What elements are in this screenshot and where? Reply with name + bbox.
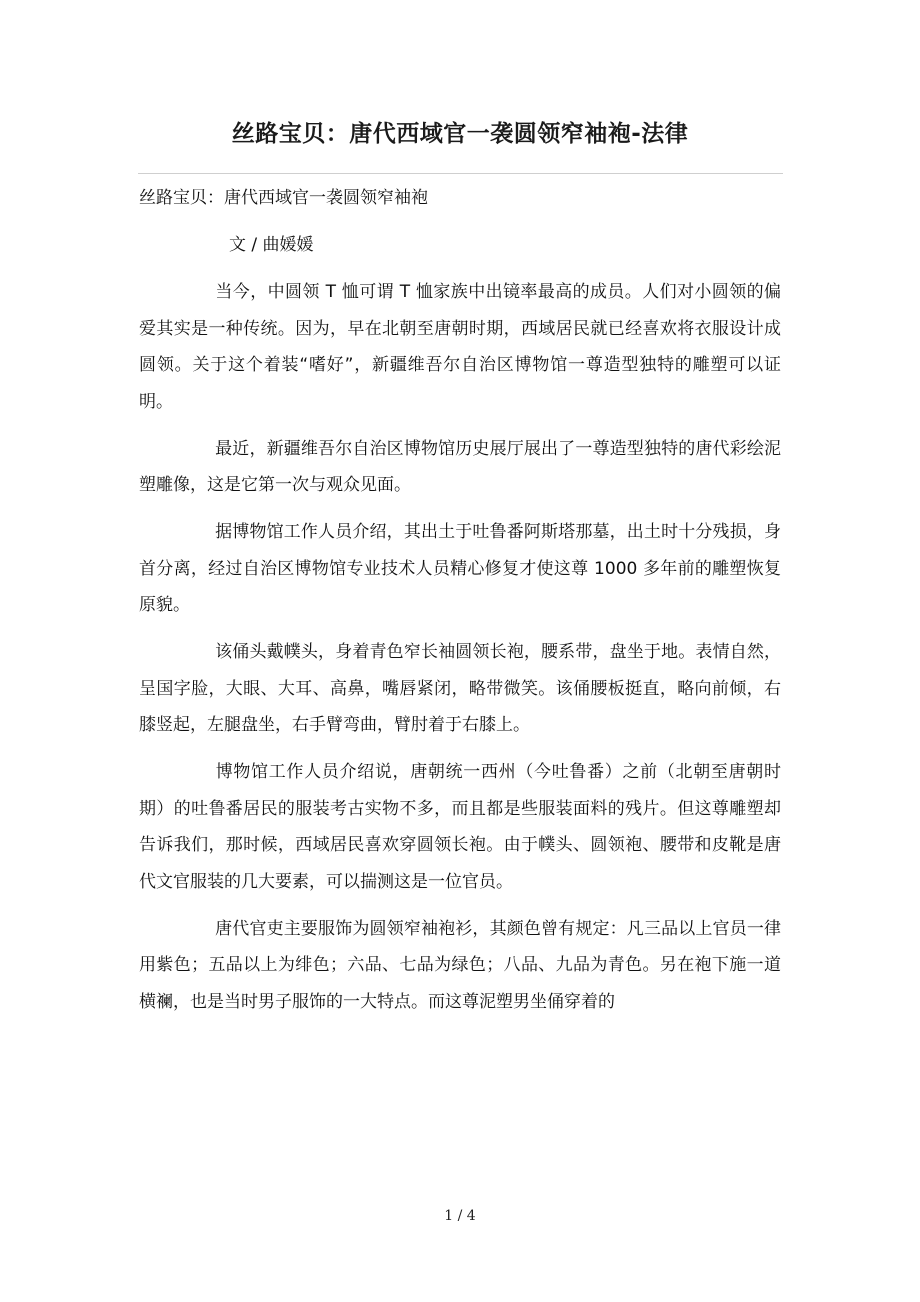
paragraph <box>139 431 781 504</box>
author-line <box>139 227 781 264</box>
paragraph-text: 该俑头戴幞头，身着青色窄长袖圆领长袍，腰系带，盘坐于地。表情自然，呈国字脸，大眼、大耳、高鼻，嘴唇紧闭，略带微笑。该俑腰板挺直，略向前倾，右膝竖起，左腿盘坐，右手臂弯曲，臂肘着于右膝上。 <box>139 642 781 735</box>
document-body <box>139 180 781 1020</box>
author-text: 文 / 曲媛媛 <box>229 235 314 255</box>
paragraph-text: 据博物馆工作人员介绍，其出土于吐鲁番阿斯塔那墓，出土时十分残损，身首分离，经过自治区博物馆专业技术人员精心修复才使这尊 1000 多年前的雕塑恢复原貌。 <box>139 522 781 615</box>
paragraph-text: 唐代官吏主要服饰为圆领窄袖袍衫，其颜色曾有规定：凡三品以上官员一律用紫色；五品以上为绯色；六品、七品为绿色；八品、九品为青色。另在袍下施一道横襕，也是当时男子服饰的一大特点。而这尊泥塑男坐俑穿着的 <box>139 918 781 1012</box>
paragraph-text: 博物馆工作人员介绍说，唐朝统一西州（今吐鲁番）之前（北朝至唐朝时期）的吐鲁番居民的服装考古实物不多，而且都是些服装面料的残片。但这尊雕塑却告诉我们，那时候，西域居民喜欢穿圆领长袍。由于幞头、圆领袍、腰带和皮靴是唐代文官服装的几大要素，可以揣测这是一位官员。 <box>139 762 781 892</box>
title-divider <box>138 173 783 174</box>
page-number: 1 / 4 <box>444 1208 476 1224</box>
document-title: 丝路宝贝：唐代西域官一袭圆领窄袖袍-法律 <box>231 121 689 147</box>
document-subtitle: 丝路宝贝：唐代西域官一袭圆领窄袖袍 <box>139 188 428 208</box>
paragraph <box>139 754 781 900</box>
paragraph <box>139 514 781 624</box>
paragraph-text: 当今，中圆领 T 恤可谓 T 恤家族中出镜率最高的成员。人们对小圆领的偏爱其实是一种传统。因为，早在北朝至唐朝时期，西域居民就已经喜欢将衣服设计成圆领。关于这个着装“嗜好”，新疆维吾尔自治区博物馆一尊造型独特的雕塑可以证明。 <box>139 282 781 412</box>
paragraph <box>139 634 781 744</box>
paragraph-text: 最近，新疆维吾尔自治区博物馆历史展厅展出了一尊造型独特的唐代彩绘泥塑雕像，这是它第一次与观众见面。 <box>139 438 781 495</box>
paragraph <box>139 911 781 1021</box>
paragraph <box>139 274 781 420</box>
